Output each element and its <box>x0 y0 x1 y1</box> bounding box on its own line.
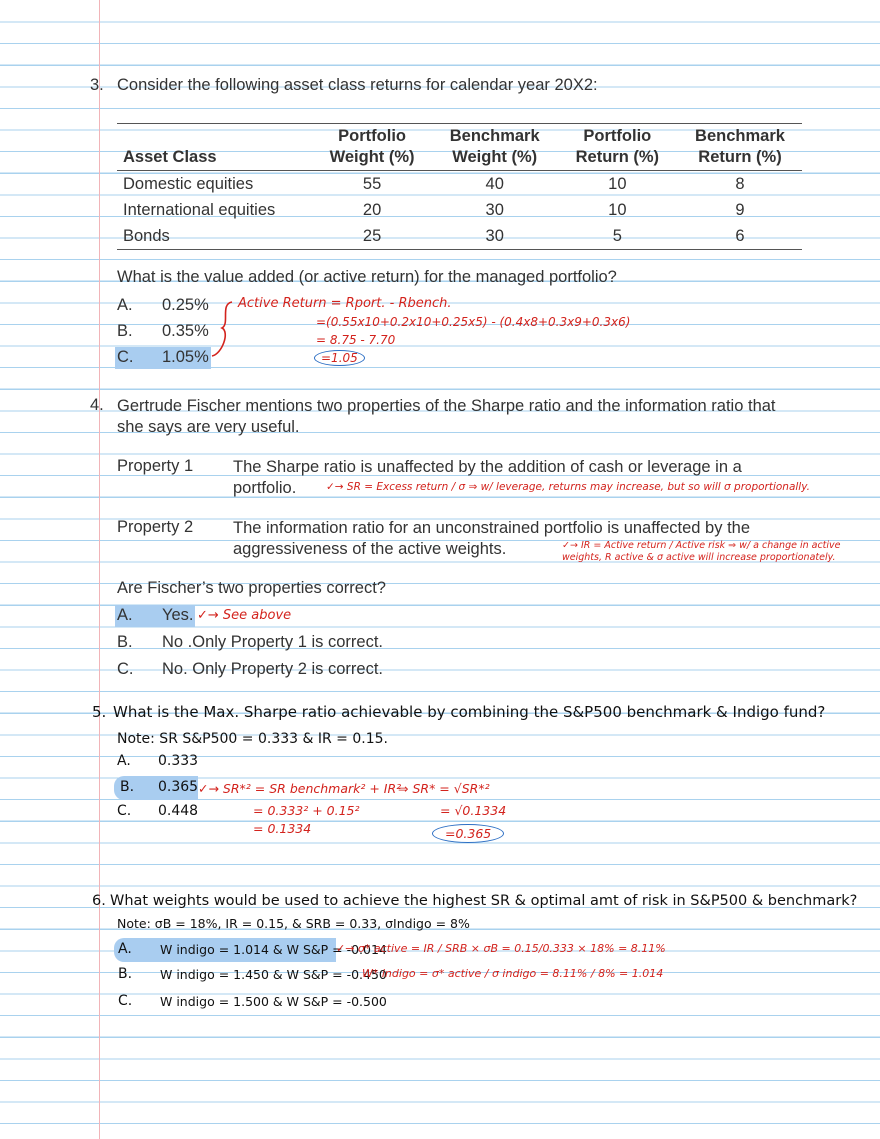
q6-option-b-letter: B. <box>118 966 133 982</box>
margin-line <box>99 0 100 1139</box>
q5-work-left-2: = 0.333² + 0.15² <box>253 803 360 818</box>
q5-number: 5. <box>92 703 107 721</box>
cell: 30 <box>485 200 504 219</box>
cell: 5 <box>612 226 622 245</box>
q3-option-c-letter: C. <box>117 348 134 366</box>
q3-option-a-letter: A. <box>117 296 133 314</box>
property1-note: ✓→ SR = Excess return / σ ⇒ w/ leverage, returns may increase, but so will σ proportionally. <box>326 481 810 493</box>
q3-option-b-letter: B. <box>117 322 133 340</box>
q5-work-right-3: =0.365 <box>432 824 504 843</box>
q4-prompt: Gertrude Fischer mentions two properties of the Sharpe ratio and the information ratio that she says are very useful. <box>117 397 776 436</box>
cell: Domestic equities <box>123 174 254 193</box>
q3-option-c-text: 1.05% <box>162 348 209 366</box>
q5-option-b-letter: B. <box>120 779 135 795</box>
q4-option-c-text: No. Only Property 2 is correct. <box>162 660 383 678</box>
header-portfolio-return: Portfolio Return (%) <box>575 127 660 166</box>
q3-question: What is the value added (or active return) for the managed portfolio? <box>117 268 617 286</box>
q5-work-left-1: ✓→ SR*² = SR benchmark² + IR² <box>198 781 402 796</box>
property2-label: Property 2 <box>117 518 194 536</box>
cell: 55 <box>362 174 382 193</box>
q3-number: 3. <box>90 76 104 94</box>
cell: 10 <box>608 200 627 219</box>
q5-option-b-text: 0.365 <box>158 779 199 795</box>
q5-option-c-text: 0.448 <box>158 803 199 819</box>
bracket-icon <box>210 298 238 360</box>
cell: 30 <box>485 226 504 245</box>
q6-option-c-text: W indigo = 1.500 & W S&P = -0.500 <box>160 994 387 1009</box>
q6-work-2: W* indigo = σ* active / σ indigo = 8.11% / 8% = 1.014 <box>362 967 664 980</box>
header-asset-class: Asset Class <box>123 148 217 166</box>
q5-option-c-letter: C. <box>117 803 132 819</box>
asset-returns-table <box>117 123 802 250</box>
q4-option-b-letter: B. <box>117 633 133 651</box>
q6-option-c-letter: C. <box>118 993 133 1009</box>
table-row <box>117 197 802 223</box>
q4-option-a-text: Yes. <box>162 606 194 624</box>
q4-number: 4. <box>90 396 104 414</box>
q6-work-1: ✓→ σ* active = IR / SRB × σB = 0.15/0.333 × 18% = 8.11% <box>336 942 666 955</box>
q3-prompt: Consider the following asset class returns for calendar year 20X2: <box>117 76 598 94</box>
property1-label: Property 1 <box>117 457 194 475</box>
q4-question: Are Fischer’s two properties correct? <box>117 579 386 597</box>
header-benchmark-return: Benchmark Return (%) <box>695 127 785 166</box>
cell: International equities <box>123 200 276 219</box>
q6-option-a-text: W indigo = 1.014 & W S&P = -0.014 <box>160 942 387 957</box>
q3-option-a-text: 0.25% <box>162 296 209 314</box>
property1-text: The Sharpe ratio is unaffected by the addition of cash or leverage in a portfolio. <box>233 458 742 497</box>
table-row <box>117 171 802 198</box>
q6-number: 6. <box>92 893 106 909</box>
q3-note-1: Active Return = Rport. - Rbench. <box>238 296 452 311</box>
q5-option-a-text: 0.333 <box>158 753 199 769</box>
q5-work-right-1: ⇒ SR* = √SR*² <box>398 781 490 796</box>
cell: 20 <box>362 200 382 219</box>
q3-option-b-text: 0.35% <box>162 322 209 340</box>
q3-note-2: =(0.55x10+0.2x10+0.25x5) - (0.4x8+0.3x9+0.3x6) <box>316 315 631 329</box>
q6-option-b-text: W indigo = 1.450 & W S&P = -0.450 <box>160 967 387 982</box>
cell: 25 <box>362 226 382 245</box>
table-row <box>117 223 802 250</box>
q6-prompt: What weights would be used to achieve the highest SR & optimal amt of risk in S&P500 & benchmark? <box>110 893 858 909</box>
q4-option-c-letter: C. <box>117 660 134 678</box>
q6-option-a-letter: A. <box>118 941 132 957</box>
property2-text: The information ratio for an unconstrained portfolio is unaffected by the aggressiveness of the active weights. <box>233 519 751 558</box>
q5-work-right-2: = √0.1334 <box>440 803 507 818</box>
cell: 8 <box>735 174 745 193</box>
q3-note-3: = 8.75 - 7.70 <box>316 333 396 347</box>
header-portfolio-weight: Portfolio Weight (%) <box>329 127 415 166</box>
cell: 10 <box>608 174 627 193</box>
property2-note: ✓→ IR = Active return / Active risk ⇒ w/ a change in active weights, R active & σ active will increase proportionately. <box>562 540 841 563</box>
cell: 6 <box>735 226 745 245</box>
q4-option-b-text: No .Only Property 1 is correct. <box>162 633 383 651</box>
cell: 40 <box>485 174 504 193</box>
q5-prompt: What is the Max. Sharpe ratio achievable by combining the S&P500 benchmark & Indigo fund? <box>113 703 826 721</box>
header-benchmark-weight: Benchmark Weight (%) <box>449 127 540 166</box>
table-header-row <box>117 124 802 171</box>
q5-work-left-3: = 0.1334 <box>253 821 312 836</box>
q4-answer-note: ✓→ See above <box>197 608 292 623</box>
q6-note: Note: σB = 18%, IR = 0.15, & SRB = 0.33, σIndigo = 8% <box>117 916 470 931</box>
q5-option-a-letter: A. <box>117 753 131 769</box>
cell: Bonds <box>123 226 170 245</box>
q3-note-4: =1.05 <box>314 350 365 366</box>
cell: 9 <box>735 200 745 219</box>
q5-note: Note: SR S&P500 = 0.333 & IR = 0.15. <box>117 731 388 747</box>
q4-option-a-letter: A. <box>117 606 133 624</box>
